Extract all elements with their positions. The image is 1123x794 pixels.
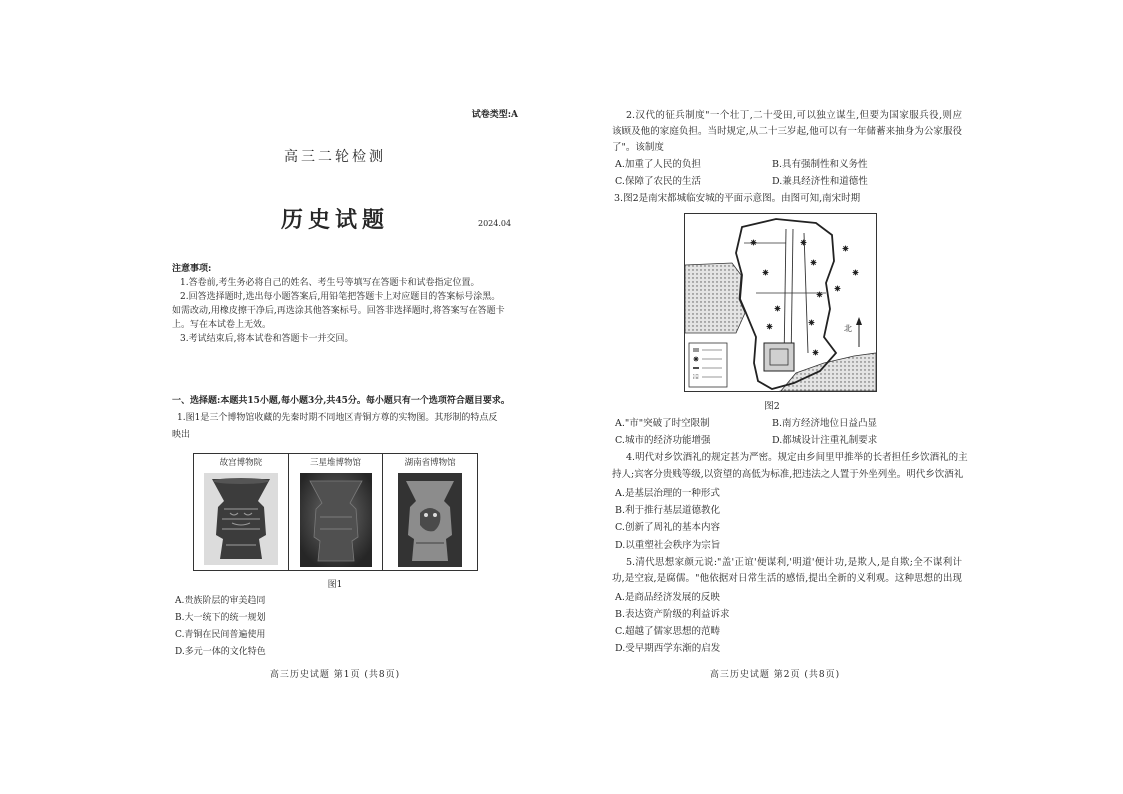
question-3-option: D.都城设计注重礼制要求 [772, 435, 878, 446]
palace [764, 343, 794, 371]
notice-item-2-line: 上。写在本试卷上无效。 [172, 320, 272, 330]
question-2-stem-line: 了"。该制度 [612, 142, 664, 153]
figure-1-cell [289, 454, 384, 570]
bronze-zun-photo [300, 473, 372, 567]
question-1-option: C.青铜在民间普遍使用 [175, 630, 266, 640]
notice-item-1: 1.答卷前,考生务必将自己的姓名、考生号等填写在答题卡和试卷指定位置。 [180, 278, 480, 288]
question-2-option: C.保障了农民的生活 [615, 176, 701, 187]
bronze-zun-photo [398, 473, 462, 567]
exam-subtitle: 高三二轮检测 [284, 149, 386, 165]
question-2-option: B.具有强制性和义务性 [772, 159, 868, 170]
question-3-stem-line: 3.图2是南宋都城临安城的平面示意图。由图可知,南宋时期 [614, 193, 861, 204]
question-1-stem-line: 1.图1是三个博物馆收藏的先秦时期不同地区青铜方尊的实物图。其形制的特点反 [177, 413, 498, 423]
question-5-option: D.受早期西学东渐的启发 [615, 643, 721, 654]
figure-1-caption: 图1 [327, 580, 343, 590]
question-4-option: B.利于推行基层道德教化 [615, 505, 721, 516]
notice-heading: 注意事项: [172, 264, 212, 274]
west-lake-area [685, 263, 745, 333]
exam-date: 2024.04 [478, 219, 512, 228]
figure-1-cell [194, 454, 289, 570]
question-3-option: C.城市的经济功能增强 [615, 435, 711, 446]
question-3-option: A."市"突破了时空限制 [615, 418, 710, 429]
question-3-option: B.南方经济地位日益凸显 [772, 418, 878, 429]
question-2-stem-line: 2.汉代的征兵制度"一个壮丁,二十受田,可以独立谋生,但要为国家服兵役,则应 [626, 110, 962, 121]
question-4-option: C.创新了周礼的基本内容 [615, 522, 720, 533]
figure-1-bronze-zun [193, 453, 478, 571]
north-label: 北 [844, 324, 852, 333]
question-4-stem-line: 4.明代对乡饮酒礼的规定甚为严密。规定由乡间里甲推举的长者担任乡饮酒礼的主 [626, 452, 968, 463]
question-5-option: B.表达资产阶级的利益诉求 [615, 609, 730, 620]
question-1-stem-line: 映出 [172, 430, 191, 440]
section-heading: 一、选择题:本题共15小题,每小题3分,共45分。每小题只有一个选项符合题目要求。 [172, 396, 510, 406]
question-1-option: B.大一统下的统一规划 [175, 613, 266, 623]
legend-box [689, 343, 727, 387]
museum-label: 三星堆博物馆 [310, 458, 362, 468]
question-4-option: A.是基层治理的一种形式 [615, 488, 720, 499]
question-1-option: A.贵族阶层的审美趋同 [175, 596, 266, 606]
question-5-stem-line: 5.清代思想家颜元说:"盖'正谊'便谋利,'明道'便计功,是欺人,是自欺;全不谋利计 [626, 557, 962, 568]
bronze-zun-photo [204, 473, 278, 565]
exam-type-label: 试卷类型:A [471, 110, 518, 120]
question-2-option: D.兼具经济性和道德性 [772, 176, 868, 187]
question-4-option: D.以重塑社会秩序为宗旨 [615, 540, 721, 551]
question-2-stem-line: 该顾及他的家庭负担。当时规定,从二十三岁起,他可以有一年储蓄来抽身为公家服役 [612, 126, 962, 137]
question-5-option: A.是商品经济发展的反映 [615, 592, 720, 603]
figure-2-lin-an-map [684, 213, 877, 392]
figure-2-caption: 图2 [764, 401, 780, 412]
museum-label: 故宫博物院 [219, 458, 263, 468]
question-2-option: A.加重了人民的负担 [615, 159, 701, 170]
question-4-stem-line: 持人;宾客分贵贱等级,以资望的高低为标准,把违法之人置于外坐列坐。明代乡饮酒礼 [612, 469, 964, 480]
question-1-option: D.多元一体的文化特色 [175, 647, 266, 657]
question-5-stem-line: 功,是空寂,是腐儒。"他依据对日常生活的感悟,提出全新的义利观。这种思想的出现 [612, 573, 962, 584]
exam-title: 历史试题 [280, 207, 389, 233]
figure-1-cell [383, 454, 477, 570]
museum-label: 湖南省博物馆 [404, 458, 456, 468]
page-footer: 高三历史试题 第2页 (共8页) [709, 670, 841, 680]
page-footer: 高三历史试题 第1页 (共8页) [269, 670, 401, 680]
notice-item-3: 3.考试结束后,将本试卷和答题卡一并交回。 [180, 334, 354, 344]
notice-item-2-line: 如需改动,用橡皮擦干净后,再选涂其他答案标号。回答非选择题时,将答案写在答题卡 [172, 306, 505, 316]
notice-item-2-line: 2.回答选择题时,选出每小题答案后,用铅笔把答题卡上对应题目的答案标号涂黑。 [180, 292, 501, 302]
question-5-option: C.超越了儒家思想的范畴 [615, 626, 720, 637]
